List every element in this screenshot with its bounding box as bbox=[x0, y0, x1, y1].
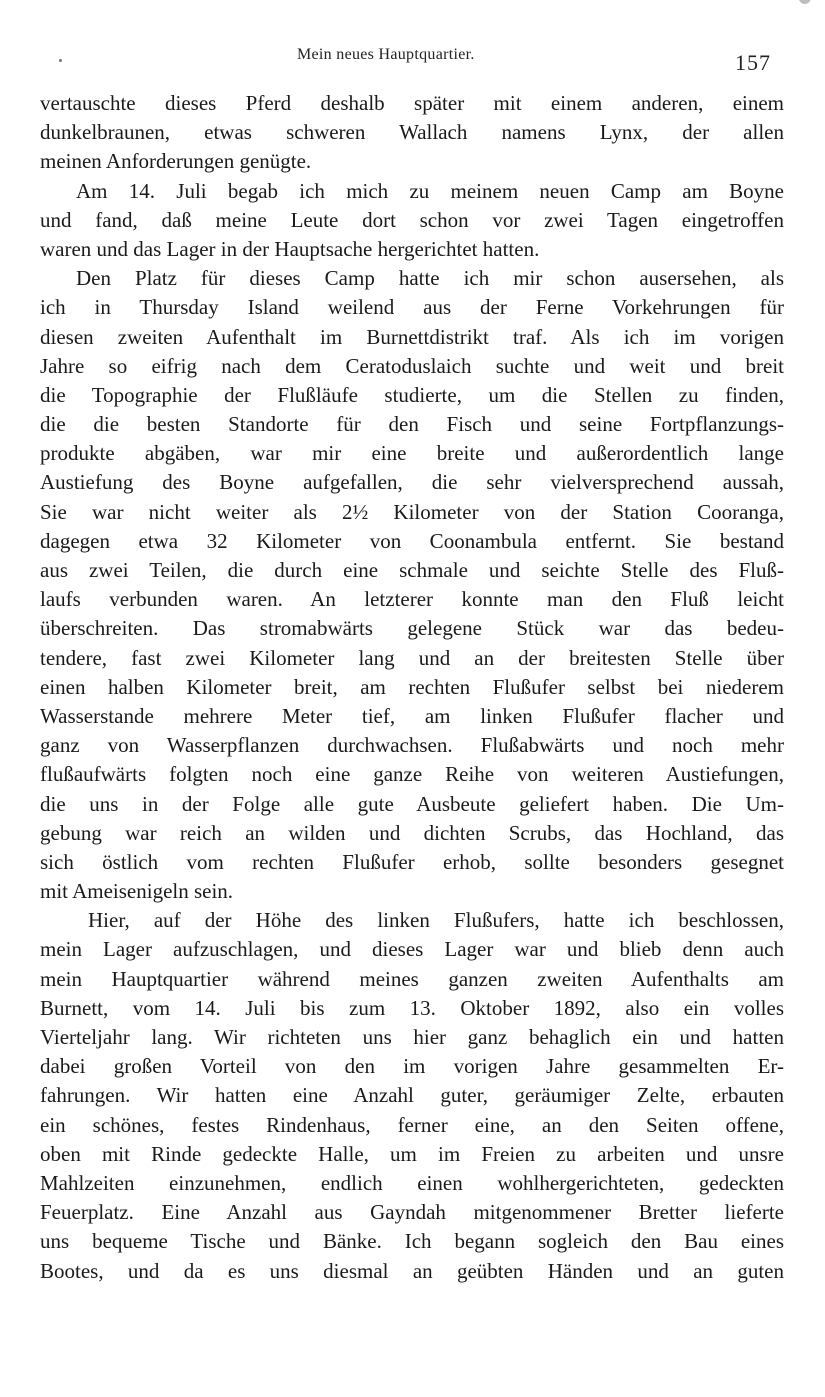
text-line: sich östlich vom rechten Flußufer erhob, sollte besonders gesegnet bbox=[40, 849, 784, 874]
text-line: ich in Thursday Island weilend aus der Ferne Vorkehrungen für bbox=[40, 295, 784, 320]
text-line: fahrungen. Wir hatten eine Anzahl guter, geräumiger Zelte, erbauten bbox=[40, 1083, 784, 1108]
text-line: und fand, daß meine Leute dort schon vor zwei Tagen eingetroffen bbox=[40, 207, 784, 232]
text-line: flußaufwärts folgten noch eine ganze Reihe von weiteren Austiefungen, bbox=[40, 762, 784, 787]
text-line: Jahre so eifrig nach dem Ceratoduslaich suchte und weit und breit bbox=[40, 353, 784, 378]
page-number: 157 bbox=[735, 50, 771, 75]
text-line: die Topographie der Flußläufe studierte, um die Stellen zu finden, bbox=[40, 382, 784, 407]
text-line: dabei großen Vorteil von den im vorigen Jahre gesammelten Er- bbox=[40, 1054, 784, 1079]
text-line: vertauschte dieses Pferd deshalb später mit einem anderen, einem bbox=[40, 91, 784, 115]
text-line: Hier, auf der Höhe des linken Flußufers, hatte ich beschlossen, bbox=[88, 908, 784, 933]
text-line: waren und das Lager in der Hauptsache hergerichtet hatten. bbox=[40, 236, 540, 261]
text-line: produkte abgäben, war mir eine breite und außerordentlich lange bbox=[40, 441, 784, 466]
text-line: meinen Anforderungen genügte. bbox=[40, 149, 312, 174]
text-line: Am 14. Juli begab ich mich zu meinem neuen Camp am Boyne bbox=[76, 178, 784, 203]
text-line: überschreiten. Das stromabwärts gelegene Stück war das bedeu- bbox=[40, 616, 784, 641]
text-line: die die besten Standorte für den Fisch und seine Fortpflanzungs- bbox=[40, 412, 784, 437]
text-line: laufs verbunden waren. An letzterer konnte man den Fluß leicht bbox=[40, 587, 784, 612]
text-line: Wasserstande mehrere Meter tief, am linken Flußufer flacher und bbox=[40, 703, 784, 728]
text-line: Mahlzeiten einzunehmen, endlich einen wohlhergerichteten, gedeckten bbox=[40, 1170, 784, 1195]
text-line: ganz von Wasserpflanzen durchwachsen. Flußabwärts und noch mehr bbox=[40, 733, 784, 758]
text-line: Vierteljahr lang. Wir richteten uns hier ganz behaglich ein und hatten bbox=[40, 1025, 784, 1049]
text-line: uns bequeme Tische und Bänke. Ich begann sogleich den Bau eines bbox=[40, 1229, 784, 1254]
text-line: Feuerplatz. Eine Anzahl aus Gayndah mitgenommener Bretter lieferte bbox=[40, 1200, 784, 1225]
page-corner-mark bbox=[798, 0, 812, 5]
text-line: oben mit Rinde gedeckte Halle, um im Freien zu arbeiten und unsre bbox=[40, 1141, 784, 1166]
text-line: Den Platz für dieses Camp hatte ich mir schon ausersehen, als bbox=[76, 266, 784, 291]
text-line: dunkelbraunen, etwas schweren Wallach namens Lynx, der allen bbox=[40, 120, 784, 145]
text-line: Austiefung des Boyne aufgefallen, die sehr vielversprechend aussah, bbox=[40, 470, 784, 495]
text-line: einen halben Kilometer breit, am rechten Flußufer selbst bei niederem bbox=[40, 674, 784, 699]
text-line: mein Lager aufzuschlagen, und dieses Lager war und blieb denn auch bbox=[40, 937, 784, 962]
text-line: mein Hauptquartier während meines ganzen zweiten Aufenthalts am bbox=[40, 966, 784, 991]
text-line: mit Ameisenigeln sein. bbox=[40, 879, 234, 904]
text-line: gebung war reich an wilden und dichten Scrubs, das Hochland, das bbox=[40, 820, 784, 845]
text-line: Burnett, vom 14. Juli bis zum 13. Oktober 1892, also ein volles bbox=[40, 995, 784, 1020]
running-head: Mein neues Hauptquartier. bbox=[297, 46, 475, 63]
body-text bbox=[40, 89, 784, 1286]
text-line: Sie war nicht weiter als 2½ Kilometer von der Station Cooranga, bbox=[40, 499, 784, 524]
text-line: diesen zweiten Aufenthalt im Burnettdistrikt traf. Als ich im vorigen bbox=[40, 324, 784, 349]
text-line: die uns in der Folge alle gute Ausbeute geliefert haben. Die Um- bbox=[40, 791, 784, 816]
text-line: dagegen etwa 32 Kilometer von Coonambula entfernt. Sie bestand bbox=[40, 528, 784, 553]
text-line: Bootes, und da es uns diesmal an geübten Händen und an guten bbox=[40, 1258, 784, 1283]
text-line: tendere, fast zwei Kilometer lang und an der breitesten Stelle über bbox=[40, 645, 784, 670]
ink-dot bbox=[59, 59, 62, 62]
text-line: aus zwei Teilen, die durch eine schmale und seichte Stelle des Fluß- bbox=[40, 558, 784, 582]
text-line: ein schönes, festes Rindenhaus, ferner eine, an den Seiten offene, bbox=[40, 1112, 784, 1137]
